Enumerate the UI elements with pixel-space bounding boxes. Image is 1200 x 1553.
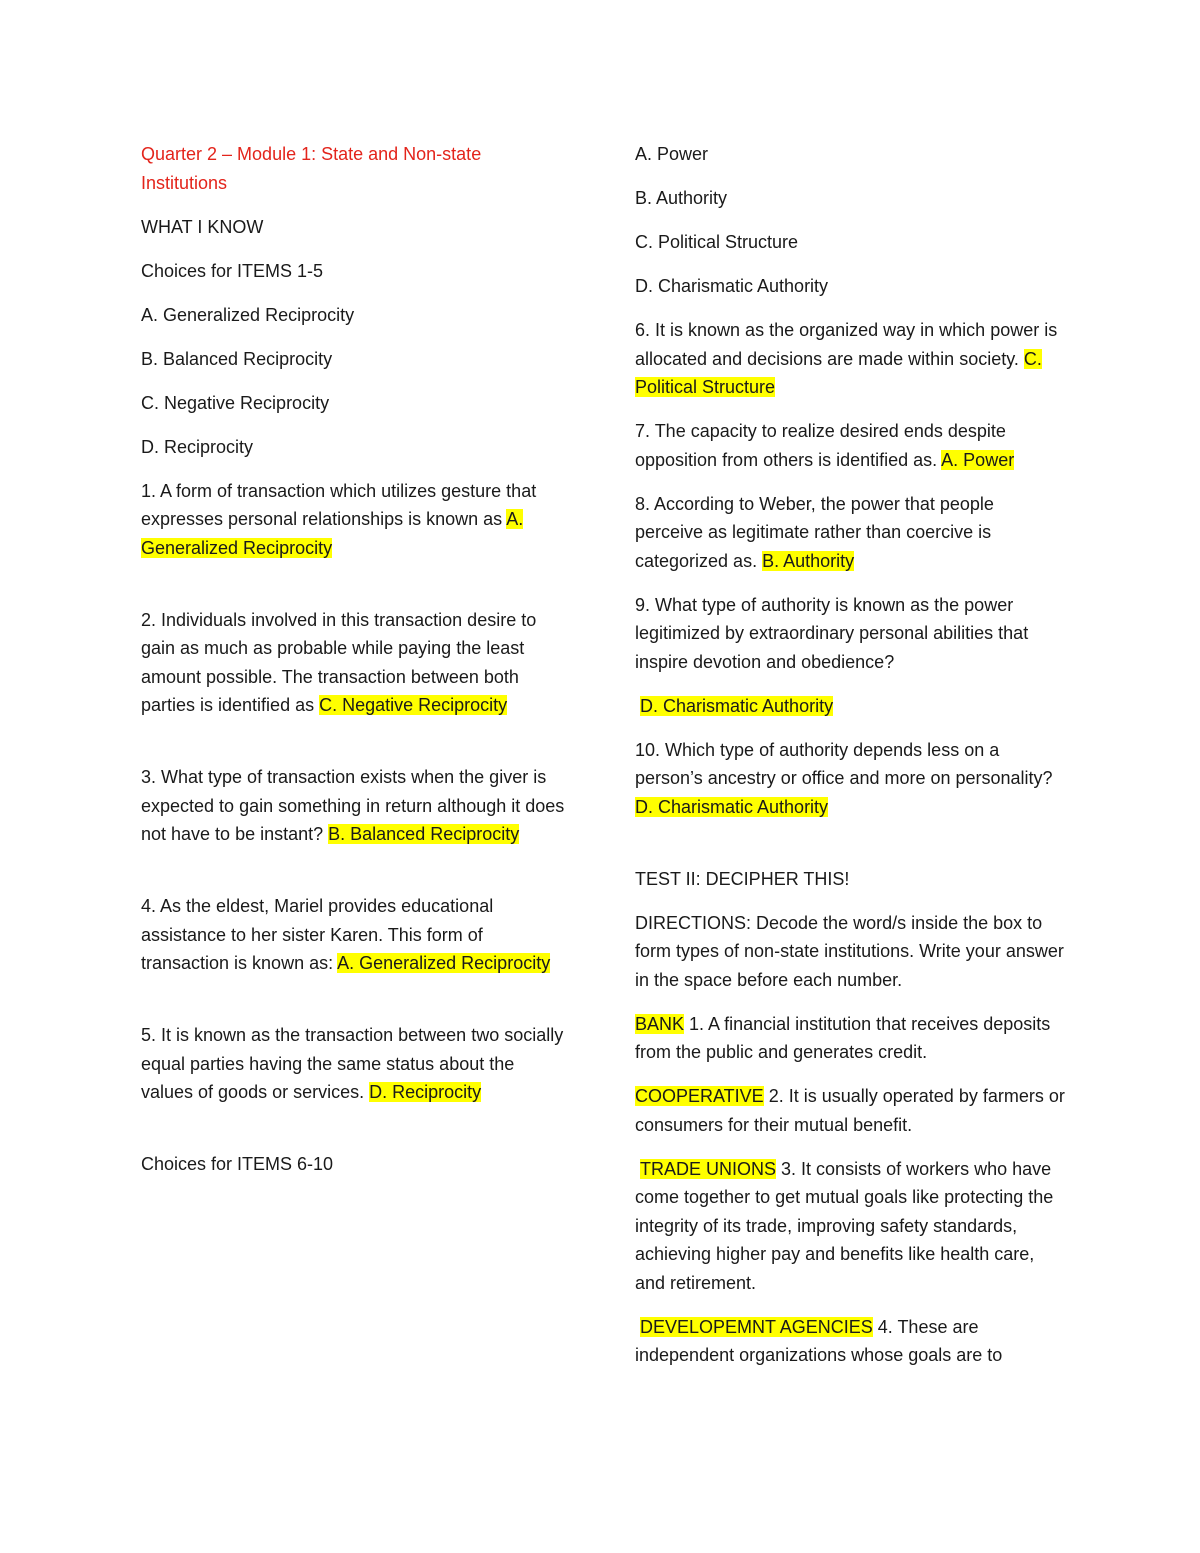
choice-d: D. Reciprocity — [141, 436, 254, 457]
question-number: 7. — [635, 421, 651, 441]
choices-label: Choices for ITEMS 1-5 — [141, 260, 324, 281]
question-number: 5. — [141, 1025, 157, 1045]
test-item — [635, 1010, 1065, 1067]
answer-highlight: A. Generalized Reciprocity — [337, 953, 551, 973]
choice-b: B. Authority — [635, 188, 728, 208]
question-number: 8. — [635, 493, 651, 514]
right-column — [635, 140, 1065, 1385]
question-item — [141, 892, 566, 978]
answer-highlight: C. Negative Reciprocity — [319, 695, 508, 715]
question-text: It is known as the transaction between two socially equal parties having the same status about the values of goods or services. — [141, 1025, 564, 1102]
answer-highlight: TRADE UNIONS — [640, 1158, 777, 1179]
question-number: 2. — [141, 609, 157, 630]
choice-c: C. Political Structure — [635, 232, 799, 252]
question-number: 4. — [141, 896, 157, 916]
question-number: 9. — [635, 594, 651, 615]
question-text: The capacity to realize desired ends despite opposition from others is identified as. — [635, 421, 1006, 470]
question-number: 6. — [635, 320, 651, 340]
question-text: As the eldest, Mariel provides educational assistance to her sister Karen. This form of transaction is known as: — [141, 896, 494, 973]
test-item-number: 3. — [776, 1158, 797, 1179]
answer-highlight: A. Power — [941, 449, 1015, 470]
answer-line — [635, 692, 1065, 721]
choice-a: A. Generalized Reciprocity — [141, 304, 355, 325]
choice-c: C. Negative Reciprocity — [141, 392, 330, 413]
test-item-text: It consists of workers who have come together to get mutual goals like protecting the integrity of its trade, improving safety standards, achieving higher pay and benefits like health care, and retirement. — [635, 1158, 1054, 1293]
question-item — [141, 477, 566, 563]
question-text: Individuals involved in this transaction desire to gain as much as probable while paying the least amount possible. The transaction between both parties is identified as — [141, 609, 537, 715]
question-text: What type of transaction exists when the giver is expected to gain something in return although it does not have to be instant? — [141, 767, 565, 844]
question-number: 10. — [635, 739, 661, 760]
test-item — [635, 1155, 1065, 1298]
spacer — [635, 837, 1065, 865]
spacer — [141, 993, 566, 1021]
test-item-number: 1. — [684, 1013, 705, 1034]
question-item — [635, 736, 1065, 822]
answer-highlight: D. Charismatic Authority — [640, 695, 834, 716]
test-heading: TEST II: DECIPHER THIS! — [635, 868, 850, 889]
choices-label: Choices for ITEMS 6-10 — [141, 1154, 334, 1174]
spacer — [141, 578, 566, 606]
question-item — [635, 591, 1065, 677]
question-text: A form of transaction which utilizes gesture that expresses personal relationships is known as — [141, 480, 537, 529]
question-item — [635, 490, 1065, 576]
spacer — [141, 1122, 566, 1150]
test-item — [635, 1082, 1065, 1139]
answer-highlight: B. Balanced Reciprocity — [328, 824, 520, 844]
choice-b: B. Balanced Reciprocity — [141, 348, 333, 369]
question-number: 3. — [141, 767, 157, 787]
question-text: According to Weber, the power that people perceive as legitimate rather than coercive is categorized as. — [635, 493, 994, 571]
left-column — [141, 140, 566, 1194]
question-item — [635, 417, 1065, 474]
test-item-number: 4. — [872, 1316, 893, 1337]
question-text: It is known as the organized way in which power is allocated and decisions are made within society. — [635, 320, 1058, 369]
answer-highlight: B. Authority — [762, 550, 855, 571]
section-heading: WHAT I KNOW — [141, 216, 264, 237]
answer-highlight: C. Political Structure — [635, 348, 1042, 397]
test-item — [635, 1313, 1065, 1370]
spacer — [141, 735, 566, 763]
spacer — [141, 864, 566, 892]
question-item — [635, 316, 1065, 402]
answer-highlight: D. Reciprocity — [369, 1082, 482, 1102]
test-directions: DIRECTIONS: Decode the word/s inside the box to form types of non-state institutions. Write your answer in the space before each number. — [635, 912, 1064, 990]
question-text: Which type of authority depends less on a person’s ancestry or office and more on personality? — [635, 739, 1053, 788]
answer-highlight: DEVELOPEMNT AGENCIES — [640, 1316, 873, 1337]
question-item — [141, 1021, 566, 1107]
choice-a: A. Power — [635, 144, 709, 164]
question-item — [141, 606, 566, 720]
answer-highlight: COOPERATIVE — [635, 1086, 764, 1106]
test-item-number: 2. — [763, 1086, 784, 1106]
question-text: What type of authority is known as the power legitimized by extraordinary personal abilities that inspire devotion and obedience? — [635, 594, 1029, 672]
answer-highlight: BANK — [635, 1013, 685, 1034]
question-item — [141, 763, 566, 849]
question-number: 1. — [141, 480, 157, 501]
test-item-text: A financial institution that receives deposits from the public and generates credit. — [635, 1013, 1051, 1062]
choice-d: D. Charismatic Authority — [635, 276, 829, 296]
test-item-text: It is usually operated by farmers or consumers for their mutual benefit. — [635, 1086, 1065, 1135]
module-title: Quarter 2 – Module 1: State and Non-state Institutions — [141, 144, 482, 193]
test-item-text: These are independent organizations whose goals are to — [635, 1316, 1003, 1365]
answer-highlight: D. Charismatic Authority — [635, 796, 829, 817]
answer-highlight: A. Generalized Reciprocity — [141, 509, 524, 558]
